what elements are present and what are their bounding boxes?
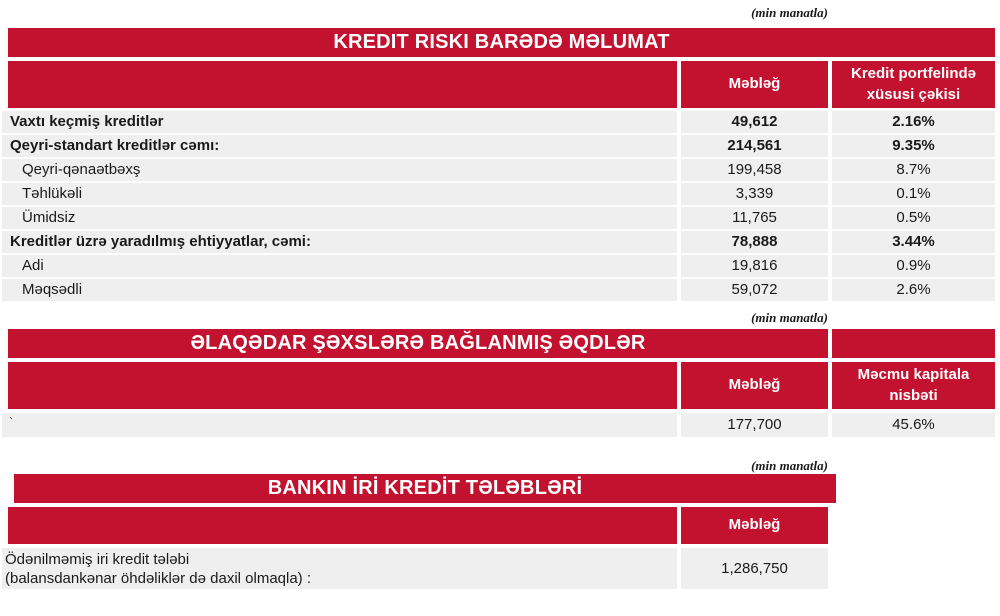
table-row (2, 111, 1000, 133)
table1-header-amount: Məbləğ (681, 61, 828, 108)
row-label: Kreditlər üzrə yaradılmış ehtiyyatlar, cəmi: (2, 231, 677, 253)
row-share: 45.6% (832, 413, 995, 437)
table2-title: ƏLAQƏDAR ŞƏXSLƏRƏ BAĞLANMIŞ ƏQDLƏR (8, 329, 828, 358)
table3-header-amount: Məbləğ (681, 507, 828, 544)
table2-header-amount: Məbləğ (681, 362, 828, 409)
table2-title-side-cell (832, 329, 995, 358)
table-row (2, 255, 1000, 277)
row-share: 2.6% (832, 279, 995, 301)
row-amount: 3,339 (681, 183, 828, 205)
table3-title: BANKIN İRİ KREDİT TƏLƏBLƏRİ (14, 474, 836, 503)
table2-header-empty-cell (8, 362, 677, 409)
row-label: Qeyri-standart kreditlər cəmı: (2, 135, 677, 157)
row-amount: 11,765 (681, 207, 828, 229)
table-row (2, 279, 1000, 301)
row-share: 0.1% (832, 183, 995, 205)
table2-header-share: Məcmu kapitala nisbəti (832, 362, 995, 409)
row-label: Məqsədli (2, 279, 677, 301)
unit-note-1: (min manatla) (751, 5, 828, 20)
table-row (2, 183, 1000, 205)
table1-header-empty-cell (8, 61, 677, 108)
row-amount: 49,612 (681, 111, 828, 133)
table-row (2, 231, 1000, 253)
row-amount: 1,286,750 (681, 548, 828, 589)
table1-header-row (8, 61, 1000, 108)
row-label: Qeyri-qənaətbəxş (2, 159, 677, 181)
row-share: 0.5% (832, 207, 995, 229)
row-label: Adi (2, 255, 677, 277)
row-label: ` (2, 413, 677, 437)
row-share: 9.35% (832, 135, 995, 157)
unit-note-2: (min manatla) (751, 310, 828, 325)
table-row (2, 135, 1000, 157)
row-label-line2: (balansdankənar öhdəliklər də daxil olmaqla) : (5, 570, 312, 587)
table-row (2, 159, 1000, 181)
report-document (2, 0, 1000, 589)
table2-header-row (8, 362, 1000, 409)
row-share: 2.16% (832, 111, 995, 133)
table1-rows (2, 111, 1000, 301)
row-label (2, 548, 677, 589)
row-amount: 177,700 (681, 413, 828, 437)
table1-header-share: Kredit portfelində xüsusi çəkisi (832, 61, 995, 108)
table1-title: KREDIT RISKI BARƏDƏ MƏLUMAT (8, 28, 995, 57)
row-amount: 59,072 (681, 279, 828, 301)
row-amount: 214,561 (681, 135, 828, 157)
row-amount: 199,458 (681, 159, 828, 181)
row-label-line1: Ödənilməmiş iri kredit tələbi (5, 551, 190, 568)
unit-note-3: (min manatla) (751, 458, 828, 473)
table-row (2, 413, 1000, 437)
table-row (2, 207, 1000, 229)
table3-header-empty-cell (8, 507, 677, 544)
row-amount: 78,888 (681, 231, 828, 253)
row-share: 8.7% (832, 159, 995, 181)
row-share: 3.44% (832, 231, 995, 253)
row-label: Vaxtı keçmiş kreditlər (2, 111, 677, 133)
row-share: 0.9% (832, 255, 995, 277)
table3-title-row (8, 474, 1000, 503)
row-label: Təhlükəli (2, 183, 677, 205)
row-amount: 19,816 (681, 255, 828, 277)
table-row (2, 548, 1000, 589)
table3-header-row (8, 507, 1000, 544)
row-label: Ümidsiz (2, 207, 677, 229)
table2-title-row (8, 329, 1000, 358)
